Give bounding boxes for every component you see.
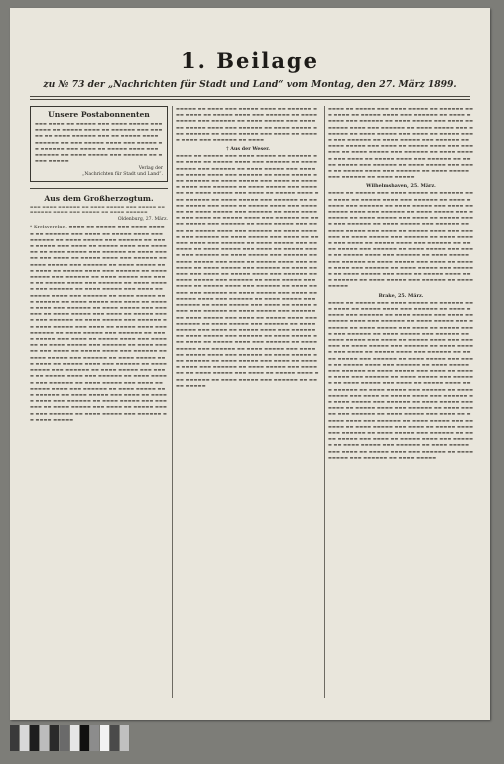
column-rule-2: [324, 106, 325, 698]
column-2-dateline: † Aus der Weser.: [226, 146, 270, 153]
calibration-swatch: [20, 725, 29, 751]
column-3-text-bottom: ▬▬▬▬ ▬▬ ▬▬▬▬▬ ▬▬▬ ▬▬▬▬ ▬▬▬▬▬ ▬▬ ▬▬▬▬▬▬ ▬▬▬ ▬▬▬▬ ▬▬ ▬▬▬▬▬ ▬▬▬▬ ▬▬▬ ▬▬▬▬▬▬ ▬▬ ▬▬▬▬ ▬▬▬▬▬ ▬▬▬ ▬▬▬▬▬▬ ▬▬ ▬▬▬▬ ▬▬▬▬▬ ▬▬▬ ▬▬▬▬ ▬▬ ▬▬▬▬▬ ▬▬▬▬ ▬▬▬ ▬▬▬▬▬▬ ▬▬ ▬▬▬▬ ▬▬▬▬▬ ▬▬▬ ▬▬▬▬▬▬ ▬▬ ▬▬▬▬ ▬▬▬▬▬ ▬▬▬ ▬▬▬▬ ▬▬ ▬▬▬▬▬ ▬▬▬▬ ▬▬▬ ▬▬▬▬▬▬ ▬▬ ▬▬▬▬ ▬▬▬▬▬ ▬▬▬ ▬▬▬▬▬▬ ▬▬ ▬▬▬▬ ▬▬▬▬▬ ▬▬▬ ▬▬▬▬ ▬▬ ▬▬▬▬▬ ▬▬▬▬ ▬▬▬ ▬▬▬▬▬▬ ▬▬ ▬▬▬▬ ▬▬▬▬▬ ▬▬▬ ▬▬▬▬▬▬ ▬▬ ▬▬▬▬ ▬▬▬▬▬ ▬▬▬ ▬▬▬▬ ▬▬ ▬▬▬▬▬ ▬▬▬▬ ▬▬▬ ▬▬▬▬▬▬ ▬▬ ▬▬▬▬ ▬▬▬▬▬ ▬▬▬ ▬▬▬▬▬▬ ▬▬ ▬▬▬▬ ▬▬▬▬▬ ▬▬▬ ▬▬▬▬ ▬▬ ▬▬▬▬▬ ▬▬▬▬ ▬▬▬ ▬▬▬▬▬▬ ▬▬ ▬▬▬▬ ▬▬▬▬▬ ▬▬▬ ▬▬▬▬▬▬ ▬▬ ▬▬▬▬ ▬▬▬▬▬ ▬▬▬ ▬▬▬▬ ▬▬ ▬▬▬▬▬ ▬▬▬▬ ▬▬▬ ▬▬▬▬▬▬ ▬▬ ▬▬▬▬ ▬▬▬▬▬ ▬▬▬ ▬▬▬▬▬▬ ▬▬ ▬▬▬▬ ▬▬▬▬▬ ▬▬▬ ▬▬▬▬ ▬▬ ▬▬▬▬▬ ▬▬▬▬ ▬▬▬ ▬▬▬▬▬▬ ▬▬ ▬▬▬▬ ▬▬▬▬▬ ▬▬▬ ▬▬▬▬▬▬ ▬▬ ▬▬▬▬ ▬▬▬▬▬ ▬▬▬ ▬▬▬▬ ▬▬ ▬▬▬▬▬ ▬▬▬▬ ▬▬▬ ▬▬▬▬▬▬ ▬▬ ▬▬▬▬ ▬▬▬▬▬ ▬▬▬ ▬▬▬▬▬▬ ▬▬ ▬▬▬▬ ▬▬▬▬▬ ▬▬▬ ▬▬▬▬ ▬▬ ▬▬▬▬▬ ▬▬▬▬ ▬▬▬ ▬▬▬▬▬▬ ▬▬ ▬▬▬▬ ▬▬▬▬▬ ▬▬▬ ▬▬▬▬▬▬ ▬▬ ▬▬▬▬ ▬▬▬▬▬ ▬▬▬ ▬▬▬▬ ▬▬ ▬▬▬▬▬ ▬▬▬▬ ▬▬▬ ▬▬▬▬▬▬ ▬▬ ▬▬▬▬ ▬▬▬▬▬ ▬▬▬ ▬▬▬▬▬▬ ▬▬ ▬▬▬▬ ▬▬▬▬▬ ▬▬▬ ▬▬▬▬ ▬▬ ▬▬▬▬▬ ▬▬▬▬ ▬▬▬ ▬▬▬▬▬▬ ▬▬ ▬▬▬▬ ▬▬▬▬▬ ▬▬▬ ▬▬▬▬▬▬ ▬▬ ▬▬▬▬ ▬▬▬▬▬ ▬▬▬ ▬▬▬▬ ▬▬ ▬▬▬▬▬ ▬▬▬▬ ▬▬▬ ▬▬▬▬▬▬ ▬▬ ▬▬▬▬ ▬▬▬▬▬ ▬▬▬ ▬▬▬▬▬▬ ▬▬ ▬▬▬▬ ▬▬▬▬▬ ▬▬▬ ▬▬▬▬ ▬▬ ▬▬▬▬▬ ▬▬▬▬ ▬▬▬ ▬▬▬▬▬▬ ▬▬ ▬▬▬▬ ▬▬▬▬▬ ▬▬▬ ▬▬▬▬▬▬ ▬▬ ▬▬▬▬ ▬▬▬▬▬: [328, 299, 474, 460]
header-rule-2: [30, 99, 470, 100]
notice-heading: Unsere Postabonnenten: [48, 110, 150, 119]
column-1: [30, 106, 168, 700]
supplement-subtitle: zu № 73 der „Nachrichten für Stadt und Land“ vom Montag, den 27. März 1899.: [43, 79, 457, 90]
notice-body-lines: ▬▬▬ ▬▬▬▬ ▬▬ ▬▬▬▬▬ ▬▬▬ ▬▬▬▬ ▬▬▬▬▬ ▬▬▬ ▬▬▬▬ ▬▬ ▬▬▬▬▬ ▬▬▬▬ ▬▬ ▬▬▬▬▬▬ ▬▬▬ ▬▬▬▬▬ ▬▬ ▬▬▬▬ ▬▬▬▬▬▬ ▬▬▬ ▬▬ ▬▬▬▬▬ ▬▬▬▬ ▬▬▬▬▬▬ ▬▬ ▬▬▬ ▬▬▬▬▬ ▬▬▬▬ ▬▬▬ ▬▬▬▬▬ ▬▬ ▬▬▬▬▬▬ ▬▬▬ ▬▬▬▬ ▬▬ ▬▬▬▬▬ ▬▬▬▬ ▬▬▬ ▬▬▬▬▬▬ ▬▬ ▬▬▬▬ ▬▬▬▬▬ ▬▬▬ ▬▬▬▬▬▬ ▬▬ ▬▬▬▬ ▬▬▬▬▬: [35, 121, 163, 164]
calibration-swatch: [30, 725, 39, 751]
section-heading: Aus dem Großherzogtum.: [44, 194, 154, 204]
column-3-text-top: ▬▬▬▬ ▬▬ ▬▬▬▬▬ ▬▬▬ ▬▬▬▬ ▬▬▬▬▬ ▬▬ ▬▬▬▬▬▬ ▬▬▬ ▬▬▬▬ ▬▬ ▬▬▬▬▬ ▬▬▬▬ ▬▬▬ ▬▬▬▬▬▬ ▬▬ ▬▬▬▬ ▬▬▬▬▬ ▬▬▬ ▬▬▬▬▬▬ ▬▬ ▬▬▬▬ ▬▬▬▬▬ ▬▬▬ ▬▬▬▬ ▬▬ ▬▬▬▬▬ ▬▬▬▬ ▬▬▬ ▬▬▬▬▬▬ ▬▬ ▬▬▬▬ ▬▬▬▬▬ ▬▬▬ ▬▬▬▬▬▬ ▬▬ ▬▬▬▬ ▬▬▬▬▬ ▬▬▬ ▬▬▬▬ ▬▬ ▬▬▬▬▬ ▬▬▬▬ ▬▬▬ ▬▬▬▬▬▬ ▬▬ ▬▬▬▬ ▬▬▬▬▬ ▬▬▬ ▬▬▬▬▬▬ ▬▬ ▬▬▬▬ ▬▬▬▬▬ ▬▬▬ ▬▬▬▬ ▬▬ ▬▬▬▬▬ ▬▬▬▬ ▬▬▬ ▬▬▬▬▬▬ ▬▬ ▬▬▬▬ ▬▬▬▬▬ ▬▬▬ ▬▬▬▬▬▬ ▬▬ ▬▬▬▬ ▬▬▬▬▬ ▬▬▬ ▬▬▬▬ ▬▬ ▬▬▬▬▬ ▬▬▬▬ ▬▬▬ ▬▬▬▬▬▬ ▬▬ ▬▬▬▬ ▬▬▬▬▬ ▬▬▬ ▬▬▬▬▬▬ ▬▬ ▬▬▬▬ ▬▬▬▬▬ ▬▬▬ ▬▬▬▬ ▬▬ ▬▬▬▬▬ ▬▬▬▬ ▬▬▬ ▬▬▬▬▬▬ ▬▬ ▬▬▬▬ ▬▬▬▬▬ ▬▬▬ ▬▬▬▬▬▬ ▬▬ ▬▬▬▬ ▬▬▬▬▬: [328, 106, 474, 180]
column-3-dateline-2: Brake, 25. März.: [378, 292, 424, 299]
notice-signature: Verlag der „Nachrichten für Stadt und Land“.: [82, 166, 163, 178]
section-rule: [30, 188, 168, 189]
newspaper-page: [10, 8, 490, 720]
subscriber-notice: [30, 106, 168, 182]
column-rule-1: [172, 106, 173, 698]
header-rule: [30, 96, 470, 97]
calibration-swatch: [100, 725, 109, 751]
column-3: [328, 106, 474, 700]
column-1-text: * Kreisvereine. ▬▬▬▬ ▬▬ ▬▬▬▬▬ ▬▬▬ ▬▬▬▬ ▬▬▬▬▬ ▬▬ ▬▬▬▬▬▬ ▬▬▬ ▬▬▬▬ ▬▬ ▬▬▬▬▬ ▬▬▬▬ ▬▬▬ ▬▬▬▬▬▬ ▬▬ ▬▬▬▬ ▬▬▬▬▬ ▬▬▬ ▬▬▬▬▬▬ ▬▬ ▬▬▬▬ ▬▬▬▬▬ ▬▬▬ ▬▬▬▬ ▬▬ ▬▬▬▬▬ ▬▬▬▬ ▬▬▬ ▬▬▬▬▬▬ ▬▬ ▬▬▬▬ ▬▬▬▬▬ ▬▬▬ ▬▬▬▬▬▬ ▬▬ ▬▬▬▬ ▬▬▬▬▬ ▬▬▬ ▬▬▬▬ ▬▬ ▬▬▬▬▬ ▬▬▬▬ ▬▬▬ ▬▬▬▬▬▬ ▬▬ ▬▬▬▬ ▬▬▬▬▬ ▬▬▬ ▬▬▬▬▬▬ ▬▬ ▬▬▬▬ ▬▬▬▬▬ ▬▬▬ ▬▬▬▬ ▬▬ ▬▬▬▬▬ ▬▬▬▬ ▬▬▬ ▬▬▬▬▬▬ ▬▬ ▬▬▬▬ ▬▬▬▬▬ ▬▬▬ ▬▬▬▬▬▬ ▬▬ ▬▬▬▬ ▬▬▬▬▬ ▬▬▬ ▬▬▬▬ ▬▬ ▬▬▬▬▬ ▬▬▬▬ ▬▬▬ ▬▬▬▬▬▬ ▬▬ ▬▬▬▬ ▬▬▬▬▬ ▬▬▬ ▬▬▬▬▬▬ ▬▬ ▬▬▬▬ ▬▬▬▬▬ ▬▬▬ ▬▬▬▬ ▬▬ ▬▬▬▬▬ ▬▬▬▬ ▬▬▬ ▬▬▬▬▬▬ ▬▬ ▬▬▬▬ ▬▬▬▬▬ ▬▬▬ ▬▬▬▬▬▬ ▬▬ ▬▬▬▬ ▬▬▬▬▬ ▬▬▬ ▬▬▬▬ ▬▬ ▬▬▬▬▬ ▬▬▬▬ ▬▬▬ ▬▬▬▬▬▬ ▬▬ ▬▬▬▬ ▬▬▬▬▬ ▬▬▬ ▬▬▬▬▬▬ ▬▬ ▬▬▬▬ ▬▬▬▬▬ ▬▬▬ ▬▬▬▬ ▬▬ ▬▬▬▬▬ ▬▬▬▬ ▬▬▬ ▬▬▬▬▬▬ ▬▬ ▬▬▬▬ ▬▬▬▬▬ ▬▬▬ ▬▬▬▬▬▬ ▬▬ ▬▬▬▬ ▬▬▬▬▬ ▬▬▬ ▬▬▬▬ ▬▬ ▬▬▬▬▬ ▬▬▬▬ ▬▬▬ ▬▬▬▬▬▬ ▬▬ ▬▬▬▬ ▬▬▬▬▬ ▬▬▬ ▬▬▬▬▬▬ ▬▬ ▬▬▬▬ ▬▬▬▬▬ ▬▬▬ ▬▬▬▬ ▬▬ ▬▬▬▬▬ ▬▬▬▬ ▬▬▬ ▬▬▬▬▬▬ ▬▬ ▬▬▬▬ ▬▬▬▬▬ ▬▬▬ ▬▬▬▬▬▬ ▬▬ ▬▬▬▬ ▬▬▬▬▬ ▬▬▬ ▬▬▬▬ ▬▬ ▬▬▬▬▬ ▬▬▬▬ ▬▬▬ ▬▬▬▬▬▬ ▬▬ ▬▬▬▬ ▬▬▬▬▬ ▬▬▬ ▬▬▬▬▬▬ ▬▬ ▬▬▬▬ ▬▬▬▬▬ ▬▬▬ ▬▬▬▬ ▬▬ ▬▬▬▬▬ ▬▬▬▬ ▬▬▬ ▬▬▬▬▬▬ ▬▬ ▬▬▬▬ ▬▬▬▬▬ ▬▬▬ ▬▬▬▬▬▬ ▬▬ ▬▬▬▬ ▬▬▬▬▬ ▬▬▬ ▬▬▬▬ ▬▬ ▬▬▬▬▬ ▬▬▬▬ ▬▬▬ ▬▬▬▬▬▬ ▬▬ ▬▬▬▬ ▬▬▬▬▬ ▬▬▬ ▬▬▬▬▬▬ ▬▬ ▬▬▬▬ ▬▬▬▬▬ ▬▬▬ ▬▬▬▬ ▬▬ ▬▬▬▬▬ ▬▬▬▬ ▬▬▬ ▬▬▬▬▬▬ ▬▬ ▬▬▬▬ ▬▬▬▬▬ ▬▬▬ ▬▬▬▬▬▬ ▬▬ ▬▬▬▬ ▬▬▬▬▬ ▬▬▬ ▬▬▬▬ ▬▬ ▬▬▬▬▬ ▬▬▬▬ ▬▬▬ ▬▬▬▬▬▬ ▬▬ ▬▬▬▬ ▬▬▬▬▬ ▬▬▬ ▬▬▬▬▬▬ ▬▬ ▬▬▬▬ ▬▬▬▬▬ ▬▬▬ ▬▬▬▬ ▬▬ ▬▬▬▬▬ ▬▬▬▬ ▬▬▬ ▬▬▬▬▬▬ ▬▬ ▬▬▬▬ ▬▬▬▬▬ ▬▬▬ ▬▬▬▬▬▬ ▬▬ ▬▬▬▬ ▬▬▬▬▬: [30, 224, 168, 422]
calibration-swatch: [120, 725, 129, 751]
scan-calibration-bar: [10, 725, 130, 751]
calibration-swatch: [10, 725, 19, 751]
calibration-swatch: [40, 725, 49, 751]
supplement-title: 1. Beilage: [181, 48, 319, 73]
column-2-text: ▬▬▬▬ ▬▬ ▬▬▬▬▬ ▬▬▬ ▬▬▬▬ ▬▬▬▬▬ ▬▬ ▬▬▬▬▬▬ ▬▬▬ ▬▬▬▬ ▬▬ ▬▬▬▬▬ ▬▬▬▬ ▬▬▬ ▬▬▬▬▬▬ ▬▬ ▬▬▬▬ ▬▬▬▬▬ ▬▬▬ ▬▬▬▬▬▬ ▬▬ ▬▬▬▬ ▬▬▬▬▬ ▬▬▬ ▬▬▬▬ ▬▬ ▬▬▬▬▬ ▬▬▬▬ ▬▬▬ ▬▬▬▬▬▬ ▬▬ ▬▬▬▬ ▬▬▬▬▬ ▬▬▬ ▬▬▬▬▬▬ ▬▬ ▬▬▬▬ ▬▬▬▬▬ ▬▬▬ ▬▬▬▬ ▬▬ ▬▬▬▬▬ ▬▬▬▬ ▬▬▬ ▬▬▬▬▬▬ ▬▬ ▬▬▬▬ ▬▬▬▬▬ ▬▬▬ ▬▬▬▬▬▬ ▬▬ ▬▬▬▬ ▬▬▬▬▬ ▬▬▬ ▬▬▬▬ ▬▬ ▬▬▬▬▬ ▬▬▬▬ ▬▬▬ ▬▬▬▬▬▬ ▬▬ ▬▬▬▬ ▬▬▬▬▬ ▬▬▬ ▬▬▬▬▬▬ ▬▬ ▬▬▬▬ ▬▬▬▬▬ ▬▬▬ ▬▬▬▬ ▬▬ ▬▬▬▬▬ ▬▬▬▬ ▬▬▬ ▬▬▬▬▬▬ ▬▬ ▬▬▬▬ ▬▬▬▬▬ ▬▬▬ ▬▬▬▬▬▬ ▬▬ ▬▬▬▬ ▬▬▬▬▬ ▬▬▬ ▬▬▬▬ ▬▬ ▬▬▬▬▬ ▬▬▬▬ ▬▬▬ ▬▬▬▬▬▬ ▬▬ ▬▬▬▬ ▬▬▬▬▬ ▬▬▬ ▬▬▬▬▬▬ ▬▬ ▬▬▬▬ ▬▬▬▬▬ ▬▬▬ ▬▬▬▬ ▬▬ ▬▬▬▬▬ ▬▬▬▬ ▬▬▬ ▬▬▬▬▬▬ ▬▬ ▬▬▬▬ ▬▬▬▬▬ ▬▬▬ ▬▬▬▬▬▬ ▬▬ ▬▬▬▬ ▬▬▬▬▬ ▬▬▬ ▬▬▬▬ ▬▬ ▬▬▬▬▬ ▬▬▬▬ ▬▬▬ ▬▬▬▬▬▬ ▬▬ ▬▬▬▬ ▬▬▬▬▬ ▬▬▬ ▬▬▬▬▬▬ ▬▬ ▬▬▬▬ ▬▬▬▬▬ ▬▬▬ ▬▬▬▬ ▬▬ ▬▬▬▬▬ ▬▬▬▬ ▬▬▬ ▬▬▬▬▬▬ ▬▬ ▬▬▬▬ ▬▬▬▬▬ ▬▬▬ ▬▬▬▬▬▬ ▬▬ ▬▬▬▬ ▬▬▬▬▬ ▬▬▬ ▬▬▬▬ ▬▬ ▬▬▬▬▬ ▬▬▬▬ ▬▬▬ ▬▬▬▬▬▬ ▬▬ ▬▬▬▬ ▬▬▬▬▬ ▬▬▬ ▬▬▬▬▬▬ ▬▬ ▬▬▬▬ ▬▬▬▬▬ ▬▬▬ ▬▬▬▬ ▬▬ ▬▬▬▬▬ ▬▬▬▬ ▬▬▬ ▬▬▬▬▬▬ ▬▬ ▬▬▬▬ ▬▬▬▬▬ ▬▬▬ ▬▬▬▬▬▬ ▬▬ ▬▬▬▬ ▬▬▬▬▬ ▬▬▬ ▬▬▬▬ ▬▬ ▬▬▬▬▬ ▬▬▬▬ ▬▬▬ ▬▬▬▬▬▬ ▬▬ ▬▬▬▬ ▬▬▬▬▬ ▬▬▬ ▬▬▬▬▬▬ ▬▬ ▬▬▬▬ ▬▬▬▬▬ ▬▬▬ ▬▬▬▬ ▬▬ ▬▬▬▬▬ ▬▬▬▬ ▬▬▬ ▬▬▬▬▬▬ ▬▬ ▬▬▬▬ ▬▬▬▬▬ ▬▬▬ ▬▬▬▬▬▬ ▬▬ ▬▬▬▬ ▬▬▬▬▬ ▬▬▬ ▬▬▬▬ ▬▬ ▬▬▬▬▬ ▬▬▬▬ ▬▬▬ ▬▬▬▬▬▬ ▬▬ ▬▬▬▬ ▬▬▬▬▬ ▬▬▬ ▬▬▬▬▬▬ ▬▬ ▬▬▬▬ ▬▬▬▬▬ ▬▬▬ ▬▬▬▬ ▬▬ ▬▬▬▬▬ ▬▬▬▬ ▬▬▬ ▬▬▬▬▬▬ ▬▬ ▬▬▬▬ ▬▬▬▬▬ ▬▬▬ ▬▬▬▬▬▬ ▬▬ ▬▬▬▬ ▬▬▬▬▬ ▬▬▬ ▬▬▬▬ ▬▬ ▬▬▬▬▬ ▬▬▬▬ ▬▬▬ ▬▬▬▬▬▬ ▬▬ ▬▬▬▬ ▬▬▬▬▬ ▬▬▬ ▬▬▬▬▬▬ ▬▬ ▬▬▬▬ ▬▬▬▬▬ ▬▬▬ ▬▬▬▬ ▬▬ ▬▬▬▬▬ ▬▬▬▬ ▬▬▬ ▬▬▬▬▬▬ ▬▬ ▬▬▬▬ ▬▬▬▬▬ ▬▬▬ ▬▬▬▬▬▬ ▬▬ ▬▬▬▬ ▬▬▬▬▬ ▬▬▬ ▬▬▬▬ ▬▬ ▬▬▬▬▬ ▬▬▬▬ ▬▬▬ ▬▬▬▬▬▬ ▬▬ ▬▬▬▬ ▬▬▬▬▬ ▬▬▬ ▬▬▬▬▬▬ ▬▬ ▬▬▬▬ ▬▬▬▬▬ ▬▬▬ ▬▬▬▬ ▬▬ ▬▬▬▬▬ ▬▬▬▬ ▬▬▬ ▬▬▬▬▬▬ ▬▬ ▬▬▬▬ ▬▬▬▬▬ ▬▬▬ ▬▬▬▬▬▬ ▬▬ ▬▬▬▬ ▬▬▬▬▬ ▬▬▬ ▬▬▬▬ ▬▬ ▬▬▬▬▬ ▬▬▬▬ ▬▬▬ ▬▬▬▬▬▬ ▬▬ ▬▬▬▬ ▬▬▬▬▬ ▬▬▬ ▬▬▬▬▬▬ ▬▬ ▬▬▬▬ ▬▬▬▬▬: [176, 153, 319, 388]
calibration-swatch: [50, 725, 59, 751]
column-3-text-middle: ▬▬▬▬ ▬▬ ▬▬▬▬▬ ▬▬▬ ▬▬▬▬ ▬▬▬▬▬ ▬▬ ▬▬▬▬▬▬ ▬▬▬ ▬▬▬▬ ▬▬ ▬▬▬▬▬ ▬▬▬▬ ▬▬▬ ▬▬▬▬▬▬ ▬▬ ▬▬▬▬ ▬▬▬▬▬ ▬▬▬ ▬▬▬▬▬▬ ▬▬ ▬▬▬▬ ▬▬▬▬▬ ▬▬▬ ▬▬▬▬ ▬▬ ▬▬▬▬▬ ▬▬▬▬ ▬▬▬ ▬▬▬▬▬▬ ▬▬ ▬▬▬▬ ▬▬▬▬▬ ▬▬▬ ▬▬▬▬▬▬ ▬▬ ▬▬▬▬ ▬▬▬▬▬ ▬▬▬ ▬▬▬▬ ▬▬ ▬▬▬▬▬ ▬▬▬▬ ▬▬▬ ▬▬▬▬▬▬ ▬▬ ▬▬▬▬ ▬▬▬▬▬ ▬▬▬ ▬▬▬▬▬▬ ▬▬ ▬▬▬▬ ▬▬▬▬▬ ▬▬▬ ▬▬▬▬ ▬▬ ▬▬▬▬▬ ▬▬▬▬ ▬▬▬ ▬▬▬▬▬▬ ▬▬ ▬▬▬▬ ▬▬▬▬▬ ▬▬▬ ▬▬▬▬▬▬ ▬▬ ▬▬▬▬ ▬▬▬▬▬ ▬▬▬ ▬▬▬▬ ▬▬ ▬▬▬▬▬ ▬▬▬▬ ▬▬▬ ▬▬▬▬▬▬ ▬▬ ▬▬▬▬ ▬▬▬▬▬ ▬▬▬ ▬▬▬▬▬▬ ▬▬ ▬▬▬▬ ▬▬▬▬▬ ▬▬▬ ▬▬▬▬ ▬▬ ▬▬▬▬▬ ▬▬▬▬ ▬▬▬ ▬▬▬▬▬▬ ▬▬ ▬▬▬▬ ▬▬▬▬▬ ▬▬▬ ▬▬▬▬▬▬ ▬▬ ▬▬▬▬ ▬▬▬▬▬ ▬▬▬ ▬▬▬▬ ▬▬ ▬▬▬▬▬ ▬▬▬▬ ▬▬▬ ▬▬▬▬▬▬ ▬▬ ▬▬▬▬ ▬▬▬▬▬ ▬▬▬ ▬▬▬▬▬▬ ▬▬ ▬▬▬▬ ▬▬▬▬▬ ▬▬▬ ▬▬▬▬ ▬▬ ▬▬▬▬▬ ▬▬▬▬ ▬▬▬ ▬▬▬▬▬▬ ▬▬ ▬▬▬▬ ▬▬▬▬▬ ▬▬▬ ▬▬▬▬▬▬ ▬▬ ▬▬▬▬ ▬▬▬▬▬: [328, 190, 474, 289]
calibration-swatch: [110, 725, 119, 751]
section-intro-lines: ▬▬▬ ▬▬▬▬ ▬▬▬▬▬▬ ▬▬ ▬▬▬▬ ▬▬▬▬▬ ▬▬▬ ▬▬▬▬▬ ▬▬ ▬▬▬▬▬▬ ▬▬▬▬ ▬▬▬ ▬▬▬▬▬ ▬▬ ▬▬▬▬ ▬▬▬▬▬▬: [30, 205, 166, 215]
column-2: [176, 106, 320, 700]
section-dateline: Oldenburg, 27. März.: [117, 217, 168, 223]
calibration-swatch: [80, 725, 89, 751]
calibration-swatch: [70, 725, 79, 751]
calibration-swatch: [60, 725, 69, 751]
calibration-swatch: [90, 725, 99, 751]
column-3-dateline-1: Wilhelmshaven, 25. März.: [366, 183, 436, 190]
article-headline: * Kreisvereine.: [30, 224, 68, 230]
column-2-text-top: ▬▬▬▬▬ ▬▬ ▬▬▬▬ ▬▬▬ ▬▬▬▬▬ ▬▬▬▬ ▬▬ ▬▬▬▬▬▬ ▬▬▬ ▬▬▬▬ ▬▬ ▬▬▬▬▬ ▬▬▬▬ ▬▬▬ ▬▬▬▬▬▬ ▬▬ ▬▬▬▬ ▬▬▬▬▬ ▬▬▬ ▬▬▬▬▬▬ ▬▬ ▬▬▬▬ ▬▬▬▬▬ ▬▬▬ ▬▬▬▬ ▬▬ ▬▬▬▬▬ ▬▬▬▬ ▬▬▬ ▬▬▬▬▬▬ ▬▬ ▬▬▬▬ ▬▬▬▬▬ ▬▬▬ ▬▬▬▬▬▬ ▬▬ ▬▬▬▬ ▬▬▬▬▬ ▬▬▬ ▬▬▬▬ ▬▬ ▬▬▬▬▬ ▬▬▬▬ ▬▬▬ ▬▬▬▬▬▬ ▬▬ ▬▬▬▬: [176, 106, 318, 143]
